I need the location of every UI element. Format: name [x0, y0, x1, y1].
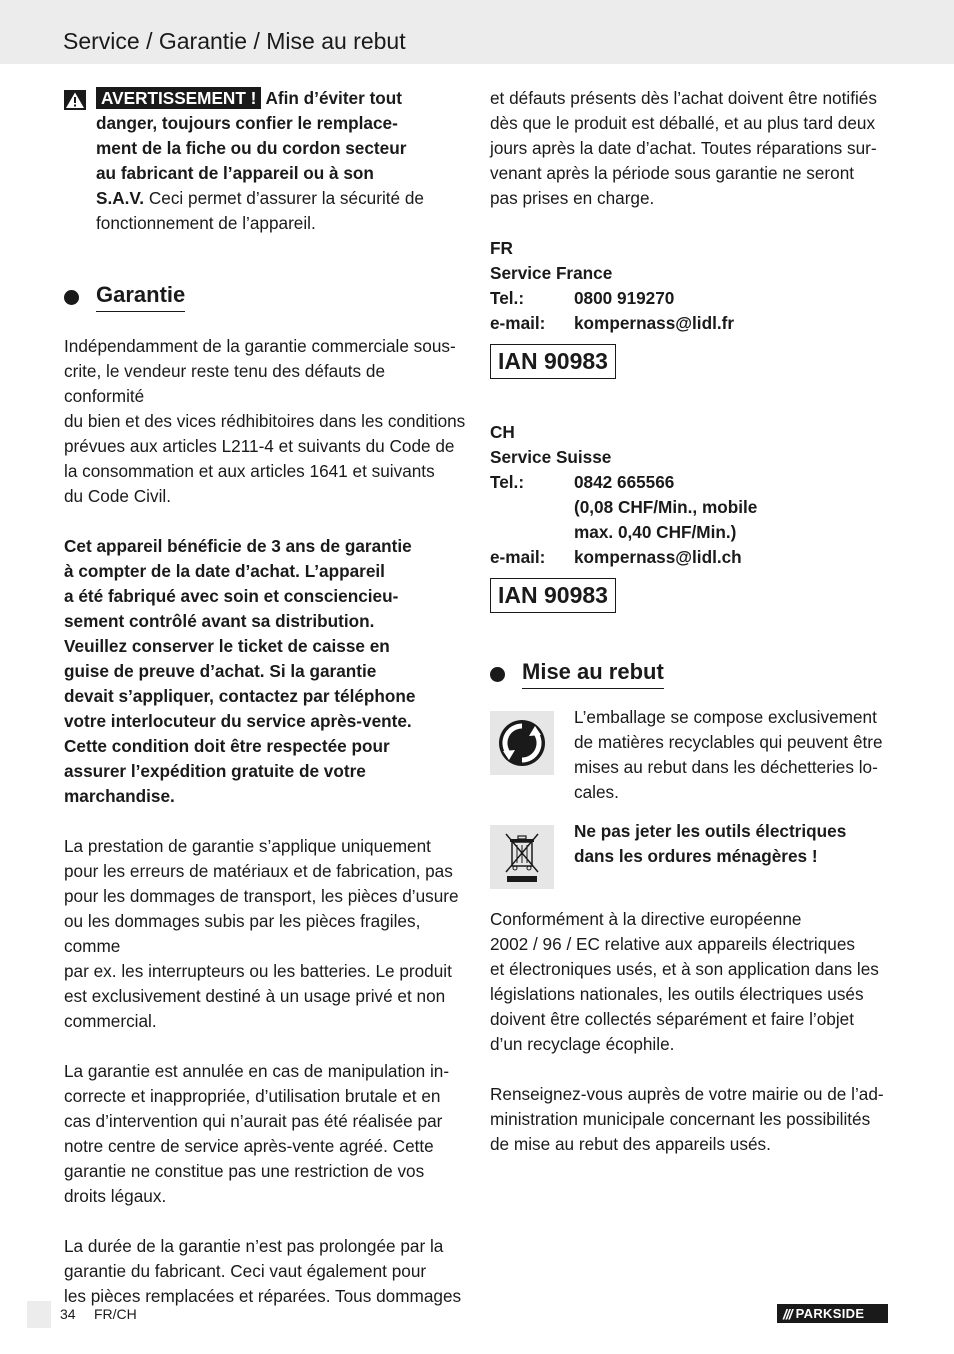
warning-text [96, 86, 424, 236]
text-line: marchandise. [64, 786, 175, 806]
text-line: mises au rebut dans les déchetteries lo- [574, 757, 878, 777]
text-line: à compter de la date d’achat. L’appareil [64, 561, 385, 581]
right-column [490, 86, 890, 1157]
tools-text [574, 819, 890, 869]
left-column [64, 86, 466, 1309]
warning-triangle-icon [64, 90, 86, 110]
text-line: ou les dommages subis par les pièces fragiles, comme [64, 911, 421, 956]
service-name: Service Suisse [490, 447, 612, 467]
page-header [0, 0, 954, 64]
country-code: CH [490, 422, 515, 442]
text-line: ministration municipale concernant les possibilités [490, 1109, 871, 1129]
text-line: jours après la date d’achat. Toutes réparations sur- [490, 138, 877, 158]
warning-line [96, 86, 424, 111]
text-line: La durée de la garantie n’est pas prolongée par la [64, 1236, 444, 1256]
garantie-paragraph-2 [64, 534, 466, 809]
text-line: Cet appareil bénéficie de 3 ans de garantie [64, 536, 412, 556]
warning-line: au fabricant de l’appareil ou à son [96, 163, 374, 183]
rebut-paragraph-1 [490, 907, 890, 1057]
text-line: pour les erreurs de matériaux et de fabrication, pas [64, 861, 453, 881]
phone-number: 0842 665566 [574, 472, 675, 492]
spacer [490, 495, 574, 520]
garantie-paragraph-5 [64, 1234, 466, 1309]
text-line: cales. [574, 782, 619, 802]
email-label: e-mail: [490, 547, 546, 567]
phone-row [490, 470, 890, 495]
parkside-logo [777, 1304, 888, 1323]
warning-line: ment de la fiche ou du cordon secteur [96, 138, 407, 158]
footer-tab [27, 1301, 51, 1328]
packaging-notice [490, 705, 890, 805]
text-line: crite, le vendeur reste tenu des défauts de conformité [64, 361, 386, 406]
packaging-text [574, 705, 890, 805]
text-line: de matières recyclables qui peuvent être [574, 732, 883, 752]
text-line: Indépendamment de la garantie commerciale sous- [64, 336, 456, 356]
rebut-title: Mise au rebut [522, 659, 664, 689]
logo-stripes: /// [783, 1305, 792, 1322]
garantie-paragraph-3 [64, 834, 466, 1034]
text-line: garantie du fabricant. Ceci vaut également pour [64, 1261, 427, 1281]
text-line: L’emballage se compose exclusivement [574, 707, 877, 727]
text-line: du bien et des vices rédhibitoires dans les conditions [64, 411, 466, 431]
text-line: dès que le produit est déballé, et au plus tard deux [490, 113, 876, 133]
phone-label: Tel.: [490, 288, 525, 308]
text-line: assurer l’expédition gratuite de votre [64, 761, 366, 781]
text-line: du Code Civil. [64, 486, 171, 506]
weee-symbol [500, 830, 544, 884]
page-number: 34 [60, 1306, 76, 1322]
crossed-out-bin-icon [490, 825, 554, 889]
text-line: législations nationales, les outils électriques usés [490, 984, 864, 1004]
email-address: kompernass@lidl.ch [574, 547, 742, 567]
text-line: La garantie est annulée en cas de manipulation in- [64, 1061, 450, 1081]
logo-text: PARKSIDE [795, 1306, 865, 1321]
spacer [490, 520, 574, 545]
text-line: par ex. les interrupteurs ou les batteries. Le produit [64, 961, 452, 981]
page-title: Service / Garantie / Mise au rebut [63, 28, 406, 54]
bullet-icon [490, 667, 505, 682]
text-line: Conformément à la directive européenne [490, 909, 802, 929]
country-code: FR [490, 238, 513, 258]
warning-line: danger, toujours confier le remplace- [96, 113, 398, 133]
text-line: doivent être collectés séparément et faire l’objet [490, 1009, 855, 1029]
text-line: et électroniques usés, et à son application dans les [490, 959, 879, 979]
warning-line-text: Ceci permet d’assurer la sécurité de [144, 188, 424, 208]
ian-wrapper [490, 578, 890, 613]
text-line: de mise au rebut des appareils usés. [490, 1134, 771, 1154]
text-line: cas d’intervention qui n’aurait pas été réalisée par [64, 1111, 443, 1131]
text-line: Veuillez conserver le ticket de caisse en [64, 636, 390, 656]
bullet-icon [64, 290, 79, 305]
email-row [490, 311, 890, 336]
text-line: 2002 / 96 / EC relative aux appareils électriques [490, 934, 855, 954]
garantie-heading [64, 282, 466, 312]
text-line: Renseignez-vous auprès de votre mairie ou de l’ad- [490, 1084, 884, 1104]
ian-number-box: IAN 90983 [490, 578, 616, 613]
recycle-symbol [497, 718, 547, 768]
phone-note: (0,08 CHF/Min., mobile [574, 497, 758, 517]
text-line: guise de preuve d’achat. Si la garantie [64, 661, 377, 681]
phone-note: max. 0,40 CHF/Min.) [574, 522, 737, 542]
text-line: devait s’appliquer, contactez par téléphone [64, 686, 416, 706]
text-line: a été fabriqué avec soin et consciencieu- [64, 586, 399, 606]
phone-row [490, 286, 890, 311]
text-line: correcte et inappropriée, d’utilisation brutale et en [64, 1086, 441, 1106]
email-row [490, 545, 890, 570]
phone-number: 0800 919270 [574, 288, 675, 308]
warning-block [64, 86, 466, 236]
text-line: notre centre de service après-vente agréé. Cette [64, 1136, 434, 1156]
warning-badge: AVERTISSEMENT ! [96, 87, 261, 109]
text-line: Cette condition doit être respectée pour [64, 736, 390, 756]
garantie-paragraph-4 [64, 1059, 466, 1209]
phone-note-row [490, 520, 890, 545]
text-line: la consommation et aux articles 1641 et suivants [64, 461, 435, 481]
text-line: et défauts présents dès l’achat doivent être notifiés [490, 88, 877, 108]
text-line: les pièces remplacées et réparées. Tous dommages [64, 1286, 462, 1306]
service-france [490, 236, 890, 379]
text-line: est exclusivement destiné à un usage privé et non [64, 986, 446, 1006]
email-label: e-mail: [490, 313, 546, 333]
garantie-title: Garantie [96, 282, 185, 312]
text-line: sement contrôlé avant sa distribution. [64, 611, 375, 631]
text-line: venant après la période sous garantie ne seront [490, 163, 855, 183]
rebut-paragraph-2 [490, 1082, 890, 1157]
text-line: garantie ne constitue pas une restriction de vos [64, 1161, 425, 1181]
service-name: Service France [490, 263, 613, 283]
language-code: FR/CH [94, 1306, 137, 1322]
tools-notice [490, 819, 890, 889]
ian-wrapper [490, 344, 890, 379]
warning-line-text: Afin d’éviter tout [265, 88, 403, 108]
email-address: kompernass@lidl.fr [574, 313, 735, 333]
garantie-paragraph-6 [490, 86, 890, 211]
phone-note-row [490, 495, 890, 520]
text-line: Ne pas jeter les outils électriques [574, 821, 847, 841]
garantie-paragraph-1 [64, 334, 466, 509]
text-line: droits légaux. [64, 1186, 167, 1206]
text-line: prévues aux articles L211-4 et suivants du Code de [64, 436, 455, 456]
rebut-heading [490, 659, 890, 689]
text-line: commercial. [64, 1011, 157, 1031]
text-line: votre interlocuteur du service après-vente. [64, 711, 412, 731]
text-line: pas prises en charge. [490, 188, 655, 208]
text-line: pour les dommages de transport, les pièces d’usure [64, 886, 459, 906]
service-suisse [490, 420, 890, 613]
text-line: d’un recyclage écophile. [490, 1034, 675, 1054]
ian-number-box: IAN 90983 [490, 344, 616, 379]
green-dot-recycling-icon [490, 711, 554, 775]
warning-line: fonctionnement de l’appareil. [96, 213, 316, 233]
text-line: dans les ordures ménagères ! [574, 846, 818, 866]
text-line: La prestation de garantie s’applique uniquement [64, 836, 431, 856]
sav-label: S.A.V. [96, 188, 145, 208]
phone-label: Tel.: [490, 472, 525, 492]
warning-line [96, 186, 424, 211]
